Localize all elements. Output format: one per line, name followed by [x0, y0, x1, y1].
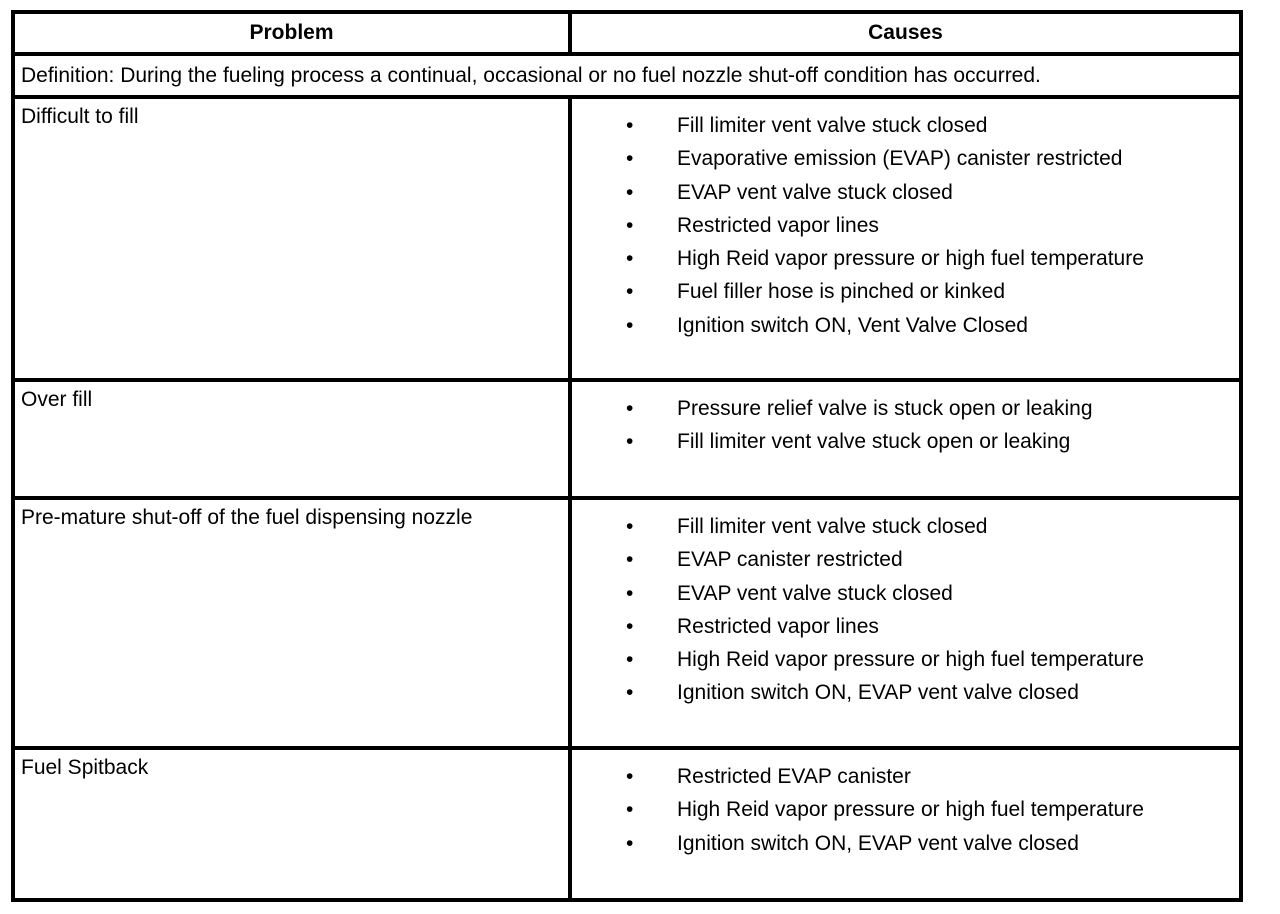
causes-list	[572, 109, 1239, 342]
cause-text: High Reid vapor pressure or high fuel temperature	[677, 798, 1144, 822]
cause-item	[572, 109, 1239, 142]
bullet-icon: •	[626, 147, 634, 171]
problem-cell	[15, 99, 568, 378]
problem-cell	[15, 382, 568, 496]
cause-text: Evaporative emission (EVAP) canister restricted	[677, 147, 1123, 171]
bullet-icon: •	[626, 581, 634, 605]
cause-text: EVAP canister restricted	[677, 548, 903, 572]
cause-item	[572, 176, 1239, 209]
cause-text: Pressure relief valve is stuck open or leaking	[677, 397, 1093, 420]
bullet-icon: •	[626, 397, 634, 420]
bullet-icon: •	[626, 648, 634, 672]
bullet-icon: •	[626, 430, 634, 454]
bullet-icon: •	[626, 614, 634, 638]
problem-label: Fuel Spitback	[21, 756, 149, 779]
bullet-icon: •	[626, 313, 634, 337]
cause-item	[572, 142, 1239, 175]
bullet-icon: •	[626, 114, 634, 137]
cause-item	[572, 275, 1239, 308]
bullet-icon: •	[626, 765, 634, 788]
causes-column-header: Causes	[568, 14, 1239, 52]
cause-text: EVAP vent valve stuck closed	[677, 180, 953, 204]
bullet-icon: •	[626, 280, 634, 304]
cause-item	[572, 793, 1239, 826]
table-row	[15, 746, 1239, 898]
causes-cell	[568, 382, 1239, 496]
diagnostic-table	[11, 10, 1243, 902]
cause-item	[572, 610, 1239, 643]
causes-cell	[568, 99, 1239, 378]
problem-label: Over fill	[21, 388, 93, 411]
causes-list	[572, 392, 1239, 459]
bullet-icon: •	[626, 247, 634, 271]
table-row	[15, 378, 1239, 496]
problem-label: Pre-mature shut-off of the fuel dispensing nozzle	[21, 506, 473, 529]
cause-text: Fuel filler hose is pinched or kinked	[677, 280, 1006, 304]
bullet-icon: •	[626, 213, 634, 237]
bullet-icon: •	[626, 831, 634, 855]
cause-item	[572, 510, 1239, 543]
cause-item	[572, 577, 1239, 610]
cause-text: High Reid vapor pressure or high fuel temperature	[677, 247, 1144, 271]
cause-text: Restricted vapor lines	[677, 213, 879, 237]
cause-item	[572, 392, 1239, 425]
cause-text: Ignition switch ON, Vent Valve Closed	[677, 313, 1028, 337]
cause-item	[572, 676, 1239, 709]
bullet-icon: •	[626, 681, 634, 705]
cause-text: Ignition switch ON, EVAP vent valve closed	[677, 681, 1079, 705]
bullet-icon: •	[626, 180, 634, 204]
problem-cell	[15, 750, 568, 898]
problem-cell	[15, 500, 568, 746]
cause-item	[572, 760, 1239, 793]
cause-text: High Reid vapor pressure or high fuel temperature	[677, 648, 1144, 672]
definition-text: Definition: During the fueling process a continual, occasional or no fuel nozzle shut-off condition has occurred.	[21, 63, 1041, 87]
cause-item	[572, 425, 1239, 458]
cause-text: Restricted vapor lines	[677, 614, 879, 638]
header-row	[15, 14, 1239, 52]
causes-list	[572, 760, 1239, 860]
causes-cell	[568, 750, 1239, 898]
cause-item	[572, 242, 1239, 275]
cause-item	[572, 209, 1239, 242]
table-row	[15, 496, 1239, 746]
cause-text: EVAP vent valve stuck closed	[677, 581, 953, 605]
bullet-icon: •	[626, 548, 634, 572]
cause-item	[572, 309, 1239, 342]
cause-item	[572, 543, 1239, 576]
bullet-icon: •	[626, 798, 634, 822]
table-row	[15, 95, 1239, 378]
problem-column-header: Problem	[249, 21, 334, 44]
cause-text: Ignition switch ON, EVAP vent valve closed	[677, 831, 1079, 855]
problem-label: Difficult to fill	[21, 105, 139, 128]
cause-text: Restricted EVAP canister	[677, 765, 911, 788]
cause-text: Fill limiter vent valve stuck closed	[677, 114, 988, 137]
cause-item	[572, 643, 1239, 676]
bullet-icon: •	[626, 515, 634, 538]
cause-item	[572, 827, 1239, 860]
cause-text: Fill limiter vent valve stuck closed	[677, 515, 988, 538]
definition-row	[15, 52, 1239, 95]
causes-list	[572, 510, 1239, 710]
causes-cell	[568, 500, 1239, 746]
cause-text: Fill limiter vent valve stuck open or leaking	[677, 430, 1071, 454]
